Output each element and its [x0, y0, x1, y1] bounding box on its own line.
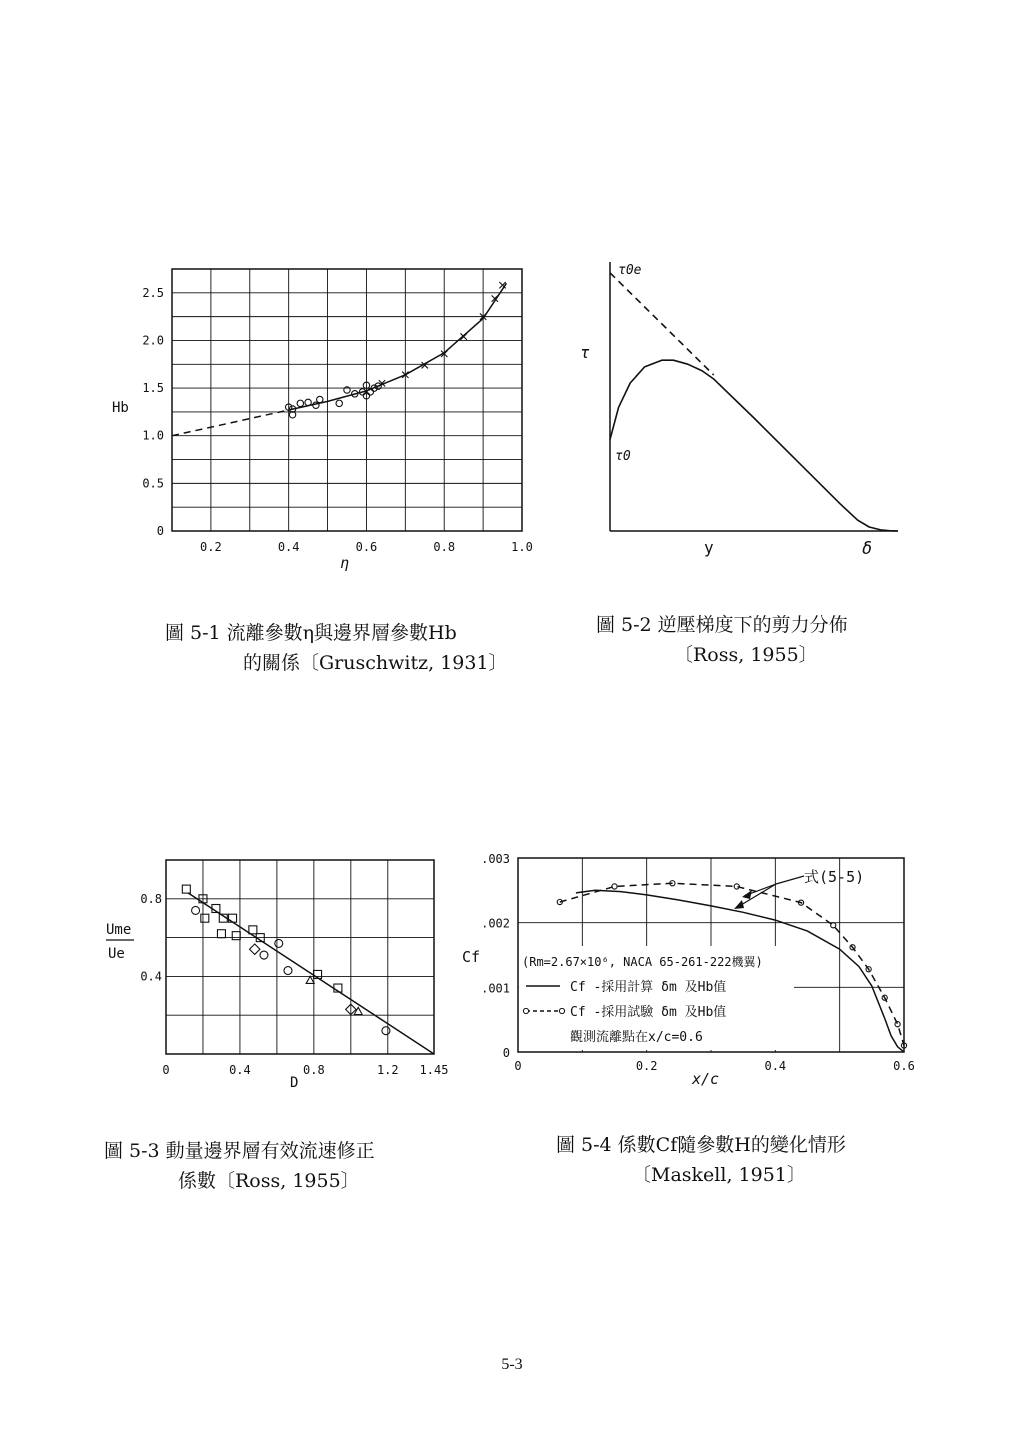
fig2-label-tau0: τ0: [615, 449, 631, 464]
fig2-label-delta: δ: [862, 539, 873, 559]
fig3-ytick-label: 0.4: [140, 969, 162, 984]
fig3-xtick-label: 0.4: [229, 1063, 251, 1077]
fig1-caption: [165, 618, 508, 678]
fig2-label-tau0e: τ0e: [618, 263, 642, 278]
fig3-caption: [104, 1136, 375, 1196]
fig2-xlabel: y: [704, 538, 714, 557]
fig4-caption-line2: 〔Maskell, 1951〕: [632, 1164, 806, 1186]
fig3-xtick-label: 0.8: [303, 1063, 325, 1077]
fig4-xtick-label: 0.2: [635, 1059, 658, 1073]
fig1-ytick-label: 1.0: [142, 428, 164, 443]
fig4-legend-line3: 觀測流離點在x/c=0.6: [570, 1030, 703, 1045]
fig2-caption-line2: 〔Ross, 1955〕: [674, 644, 818, 666]
fig3-ytick-label: 0.8: [140, 891, 162, 906]
fig4-legend-line1: Cf -採用計算 δm 及Hb值: [570, 980, 727, 995]
fig1-xtick-label: 0.8: [433, 540, 456, 554]
fig1-caption-line1: 圖 5-1 流離參數η與邊界層參數Hb: [165, 622, 457, 644]
fig1-ytick-label: 2.0: [142, 333, 164, 348]
fig3-xtick-label: 1.45: [419, 1063, 449, 1077]
fig4-caption-line1: 圖 5-4 係數Cf隨參數H的變化情形: [556, 1134, 846, 1156]
fig4-caption: [556, 1130, 846, 1190]
fig3-caption-line2: 係數〔Ross, 1955〕: [178, 1170, 360, 1192]
fig1-xtick-label: 0.6: [355, 540, 378, 554]
fig4-legend-swatch-marker-right: [559, 1008, 564, 1013]
fig4-annotation: 式(5-5): [804, 868, 865, 886]
fig4-annotation-leader: [776, 876, 804, 884]
fig1-xtick-label: 0.2: [200, 540, 222, 554]
fig1-xlabel: η: [340, 554, 350, 572]
fig1-caption-line2: 的關係〔Gruschwitz, 1931〕: [243, 652, 508, 674]
fig3-caption-line1: 圖 5-3 動量邊界層有效流速修正: [104, 1140, 375, 1162]
fig4-ytick-label: .001: [481, 981, 510, 996]
fig3-xlabel: D: [290, 1075, 299, 1091]
fig4-point-circle: [895, 1022, 900, 1027]
fig3-xtick-label: 0: [162, 1063, 170, 1077]
fig1-ytick-label: 0.5: [142, 476, 164, 491]
fig1-ytick-label: 2.5: [142, 285, 164, 300]
fig4-ytick-label: 0: [502, 1046, 510, 1060]
fig3-ylabel-bottom: Ue: [108, 946, 125, 962]
fig1-ytick-label: 0: [156, 524, 164, 538]
fig4-legend-header: (Rm=2.67×10⁶, NACA 65-261-222機翼): [522, 955, 763, 969]
fig2-caption: [596, 610, 848, 670]
fig4-legend-swatch-marker-left: [523, 1008, 528, 1013]
fig4-xtick-label: 0: [514, 1059, 522, 1073]
fig4-point-circle: [612, 884, 617, 889]
fig4-ytick-label: .002: [481, 916, 510, 931]
fig4-ylabel: Cf: [462, 948, 481, 966]
fig4-xtick-label: 0.6: [893, 1059, 915, 1073]
fig3-ylabel-top: Ume: [106, 922, 132, 938]
fig2-caption-line1: 圖 5-2 逆壓梯度下的剪力分佈: [596, 614, 848, 636]
fig4-point-circle: [831, 923, 836, 928]
fig4-annotation-arrowhead-2: [734, 900, 744, 909]
fig4-ytick-label: .003: [481, 852, 510, 866]
page-number: 5-3: [501, 1356, 523, 1373]
fig1-ytick-label: 1.5: [142, 381, 164, 396]
fig4-legend-line2: Cf -採用試驗 δm 及Hb值: [570, 1005, 727, 1020]
fig4-xlabel: x/c: [692, 1070, 720, 1088]
fig4-annotation-arrowhead-1: [742, 890, 752, 899]
fig2-ylabel: τ: [580, 343, 590, 362]
fig1-ylabel: Hb: [112, 400, 129, 416]
fig1-xtick-label: 0.4: [277, 540, 300, 554]
fig1-xtick-label: 1.0: [511, 540, 533, 554]
fig4-xtick-label: 0.4: [764, 1059, 787, 1073]
fig3-xtick-label: 1.2: [376, 1063, 399, 1077]
